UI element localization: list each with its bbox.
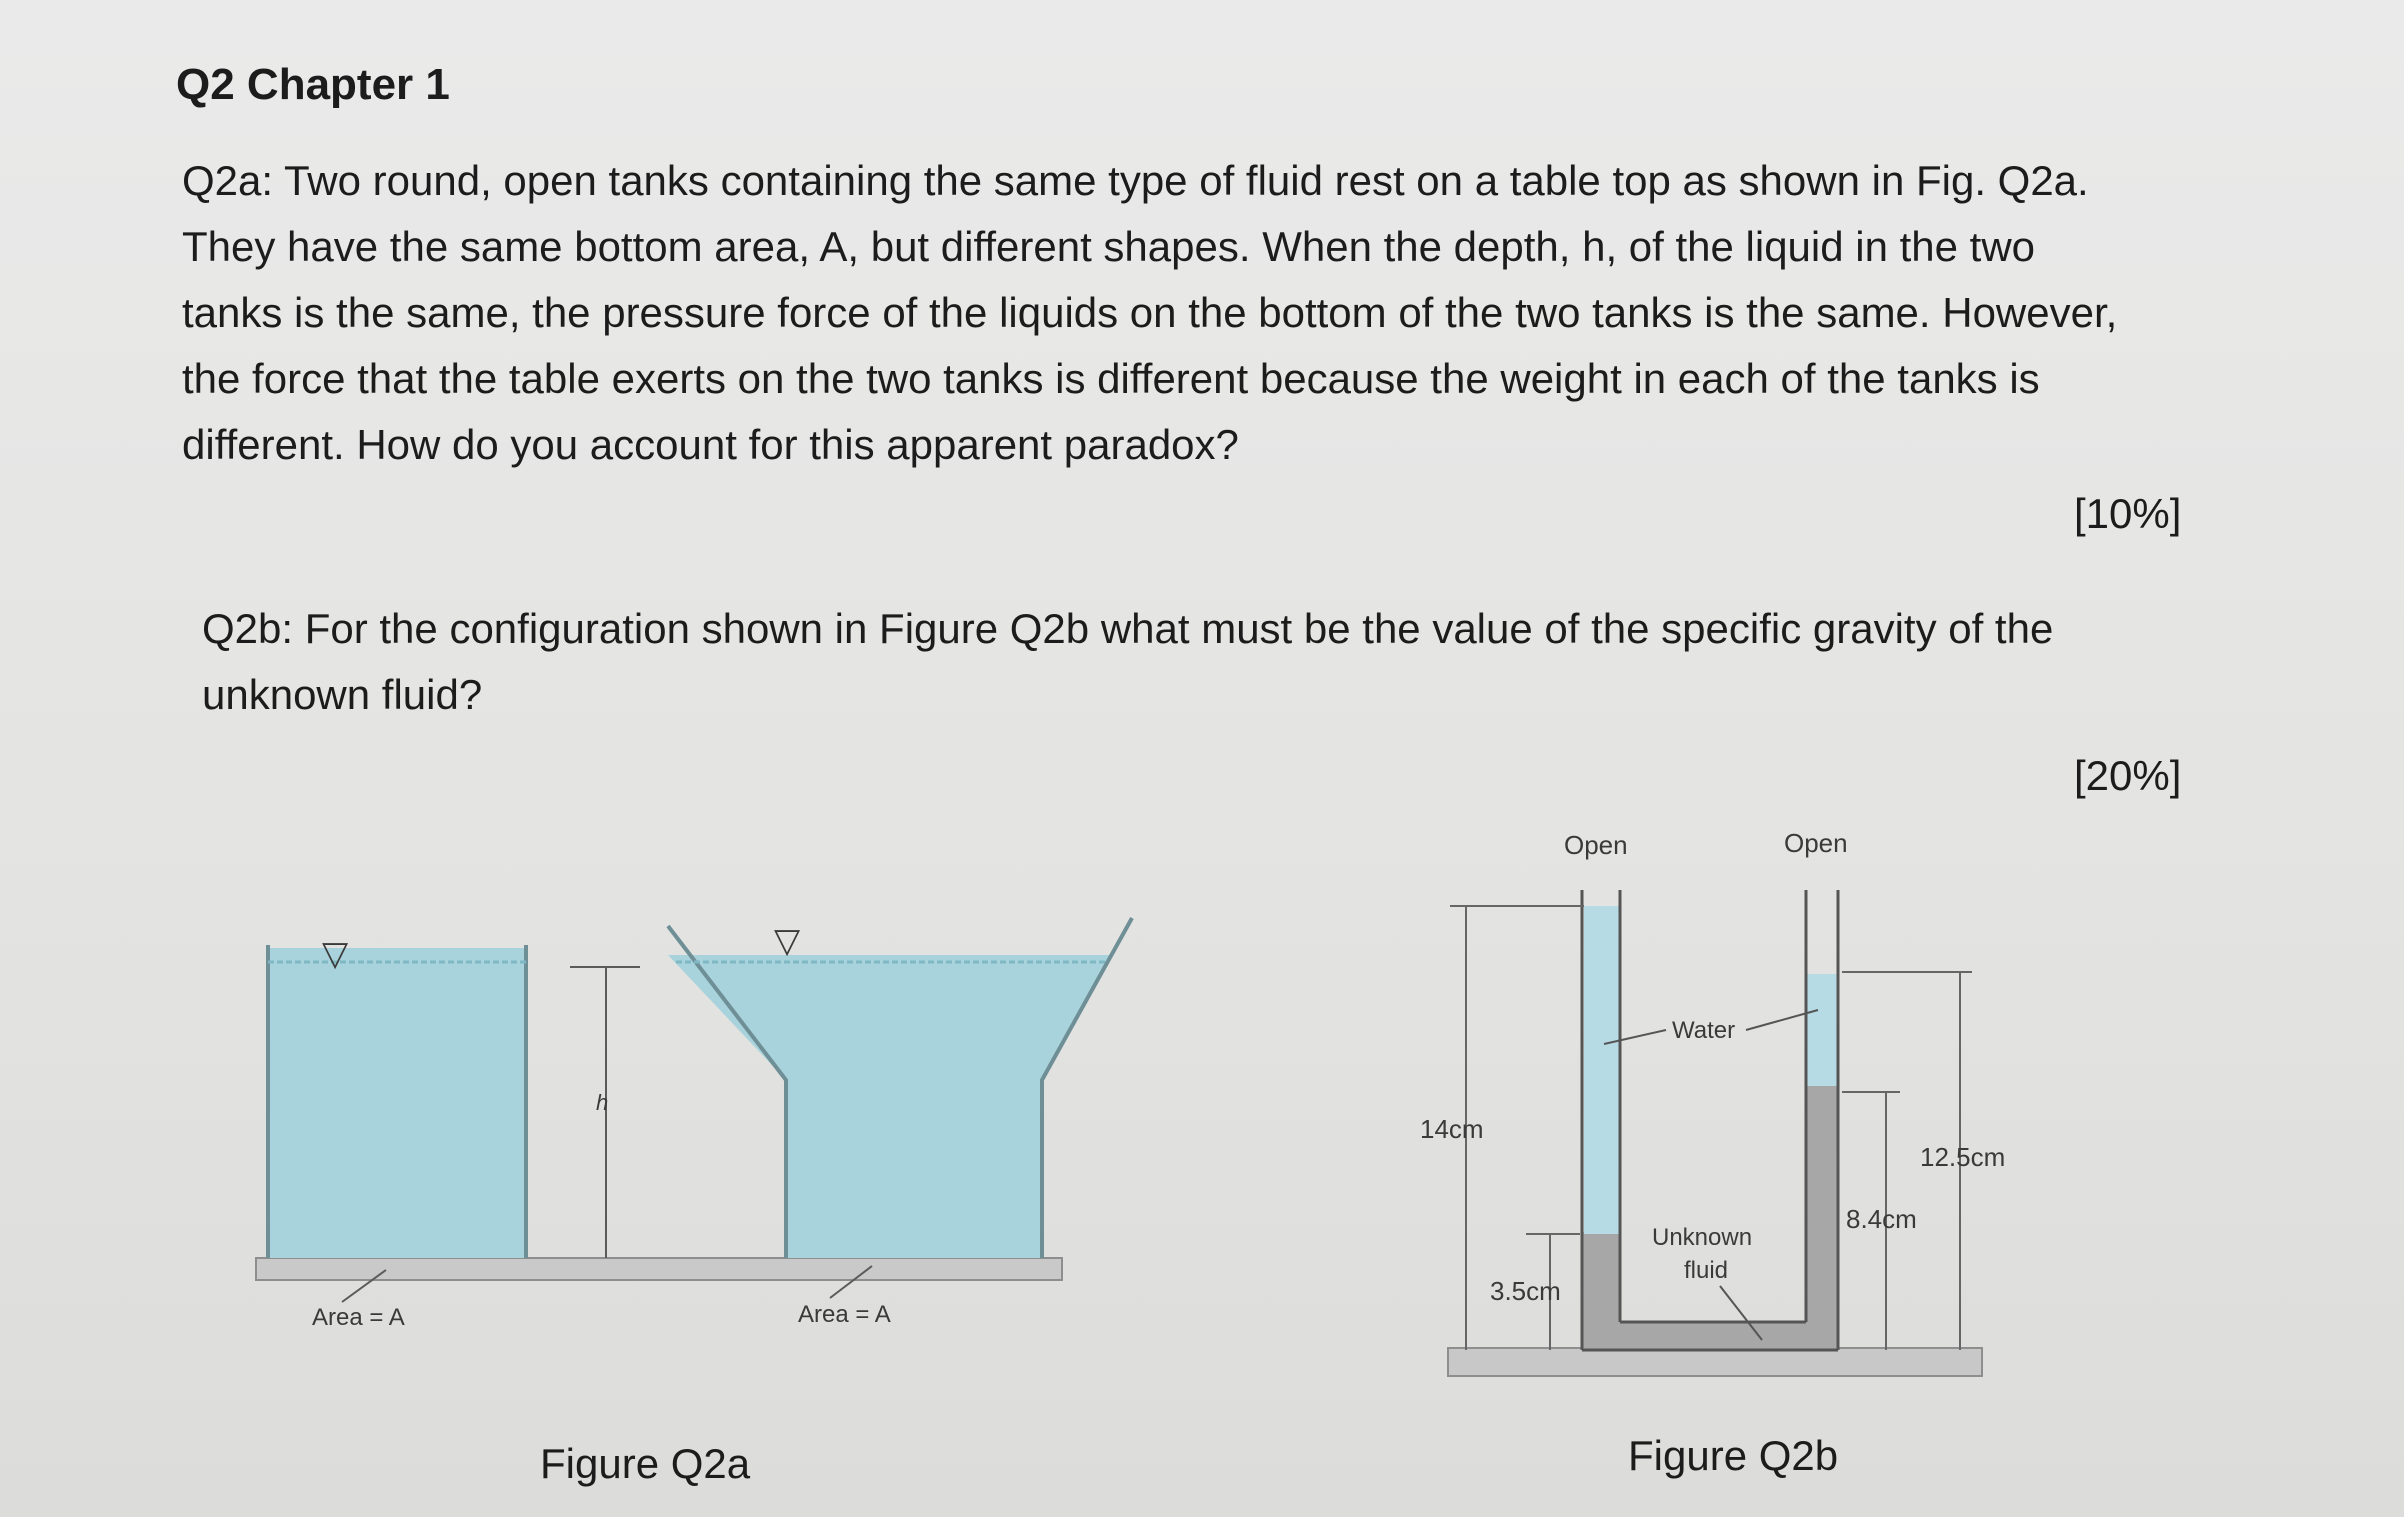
- right-free-surface-symbol: ▽: [774, 922, 801, 960]
- unknown-label-line2: fluid: [1684, 1257, 1729, 1284]
- dim-8-4-label: 8.4cm: [1846, 1204, 1917, 1234]
- figure-q2a-caption: Figure Q2a: [540, 1440, 751, 1487]
- unknown-label-line1: Unknown: [1652, 1224, 1753, 1251]
- open-label-right: Open: [1784, 828, 1848, 858]
- left-water-column: [1584, 906, 1620, 1234]
- water-label: Water: [1672, 1017, 1736, 1044]
- dim-14-label: 14cm: [1420, 1114, 1484, 1144]
- question-2b-marks: [20%]: [2074, 752, 2182, 799]
- depth-label: h: [596, 1090, 609, 1115]
- question-2a-marks: [10%]: [2074, 490, 2182, 537]
- page-title: Q2 Chapter 1: [176, 60, 450, 109]
- question-2b-text: Q2b: For the configuration shown in Figure Q2b what must be the value of the specific gravity of the unknown fluid?: [202, 605, 2054, 718]
- open-label-left: Open: [1564, 830, 1628, 860]
- right-water-column: [1806, 974, 1838, 1086]
- dim-3-5-label: 3.5cm: [1490, 1276, 1561, 1306]
- area-label-left: Area = A: [312, 1304, 405, 1331]
- area-label-right: Area = A: [798, 1301, 891, 1328]
- left-free-surface-symbol: ▽: [322, 935, 349, 973]
- figure-q2b-caption: Figure Q2b: [1628, 1432, 1839, 1479]
- manometer-base: [1448, 1348, 1982, 1376]
- question-2a-text: Q2a: Two round, open tanks containing the same type of fluid rest on a table top as shown in Fig. Q2a. They have the same bottom area, A, but different shapes. When the depth, h, of the liquid in the two tanks is the same, the pressure force of the liquids on the bottom of the two tanks is the same. However, the force that the table exerts on the two tanks is different because the weight in each of the tanks is different. How do you account for this apparent paradox?: [182, 157, 2118, 468]
- dim-12-5-label: 12.5cm: [1920, 1142, 2006, 1172]
